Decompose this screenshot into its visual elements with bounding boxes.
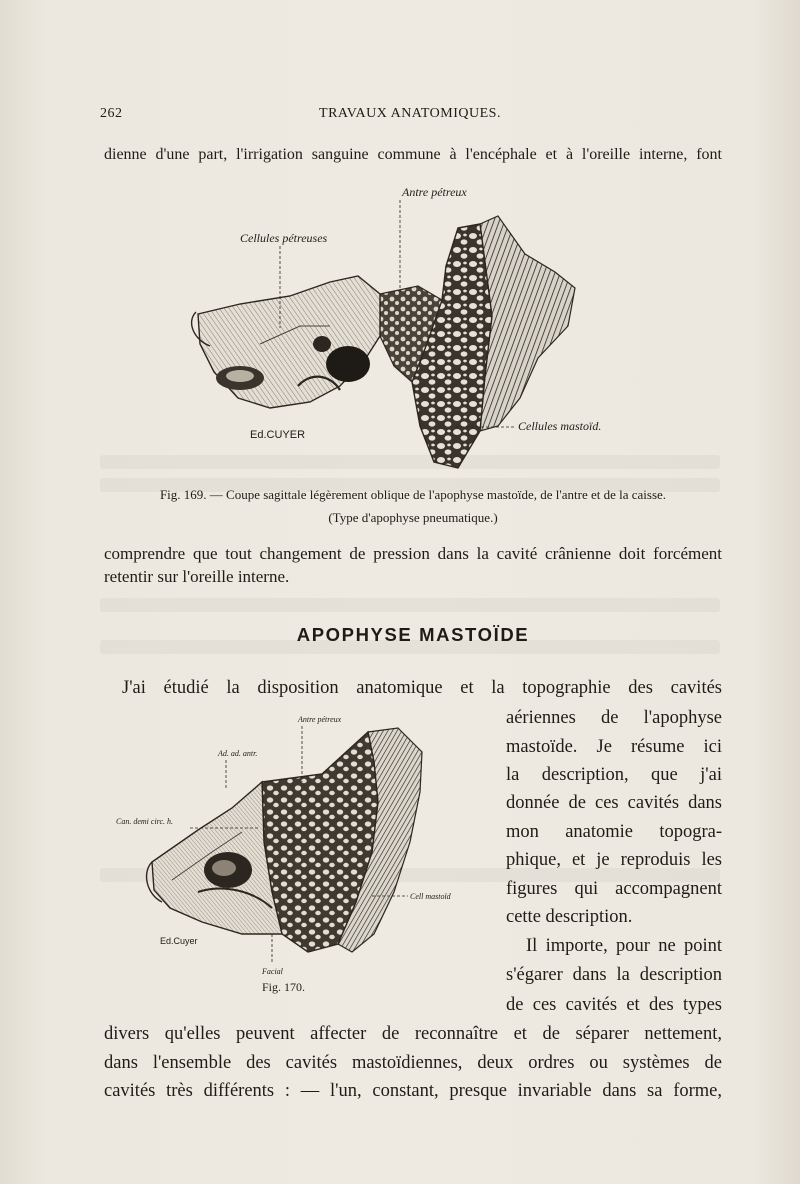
figure-169-subcaption: (Type d'apophyse pneumatique.) <box>328 510 498 525</box>
figure-170-caption: Fig. 170. <box>262 980 306 994</box>
artist-signature: Ed.CUYER <box>250 429 306 441</box>
mastoid-section <box>147 728 422 952</box>
para2-end-line1: divers qu'elles peuvent affecter de reconnaître et de séparer nettement, <box>104 1024 722 1044</box>
para1-line2: retentir sur l'oreille interne. <box>104 567 290 586</box>
label-cellules-petreuses: Cellules pétreuses <box>240 231 328 245</box>
side-line-1: aériennes de l'apophyse <box>506 708 722 728</box>
section-heading: APOPHYSE MASTOÏDE <box>296 624 530 645</box>
label-antre-petreux-2: Antre pétreux <box>298 715 342 724</box>
running-title: TRAVAUX ANATOMIQUES. <box>319 106 501 121</box>
figure-169 <box>180 176 640 478</box>
para2-end-line3: cavités très différents : — l'un, constant, presque invariable dans sa forme, <box>104 1081 722 1101</box>
artist-signature-2: Ed.Cuyer <box>160 936 198 946</box>
mastoid-cells <box>380 224 492 468</box>
side-line-8: cette description. <box>506 907 633 927</box>
para2-end-line2: dans l'ensemble des cavités mastoïdiennes, deux ordres ou systèmes de <box>104 1053 722 1073</box>
para2-first-line: J'ai étudié la disposition anatomique et la topographie des cavités <box>122 678 722 698</box>
page-number: 262 <box>100 106 123 121</box>
show-through <box>100 598 720 612</box>
side-line-5: mon anatomie topogra- <box>506 822 722 842</box>
label-antre-petreux: Antre pétreux <box>402 185 467 199</box>
intro-line: dienne d'une part, l'irrigation sanguine commune à l'encéphale et à l'oreille interne, font <box>104 146 722 163</box>
para1-line1: comprendre que tout changement de pression dans la cavité crânienne doit forcément <box>104 544 722 563</box>
side-line-3: la description, que j'ai <box>506 765 722 785</box>
label-cellules-mastoid: Cellules mastoïd. <box>518 419 602 433</box>
figure-170 <box>112 712 451 988</box>
side-line-9: Il importe, pour ne point <box>526 936 722 956</box>
label-facial: Facial <box>262 967 283 976</box>
figure-169-caption: Fig. 169. — Coupe sagittale légèrement oblique de l'apophyse mastoïde, de l'antre et de la caisse. <box>159 487 667 502</box>
side-line-4: donnée de ces cavités dans <box>506 793 722 813</box>
side-line-7: figures qui accompagnent <box>506 879 722 899</box>
petrous-bone <box>192 276 380 408</box>
label-cell-mastoid: Cell mastoïd <box>410 892 451 901</box>
label-can-demi-circ: Can. demi circ. h. <box>116 817 174 826</box>
cut-surface <box>480 216 575 431</box>
side-line-11: de ces cavités et des types <box>506 995 722 1015</box>
label-ad-antr: Ad. ad. antr. <box>218 749 258 758</box>
side-line-10: s'égarer dans la description <box>506 965 722 985</box>
side-line-2: mastoïde. Je résume ici <box>506 737 722 757</box>
side-line-6: phique, et je reproduis les <box>506 850 722 870</box>
